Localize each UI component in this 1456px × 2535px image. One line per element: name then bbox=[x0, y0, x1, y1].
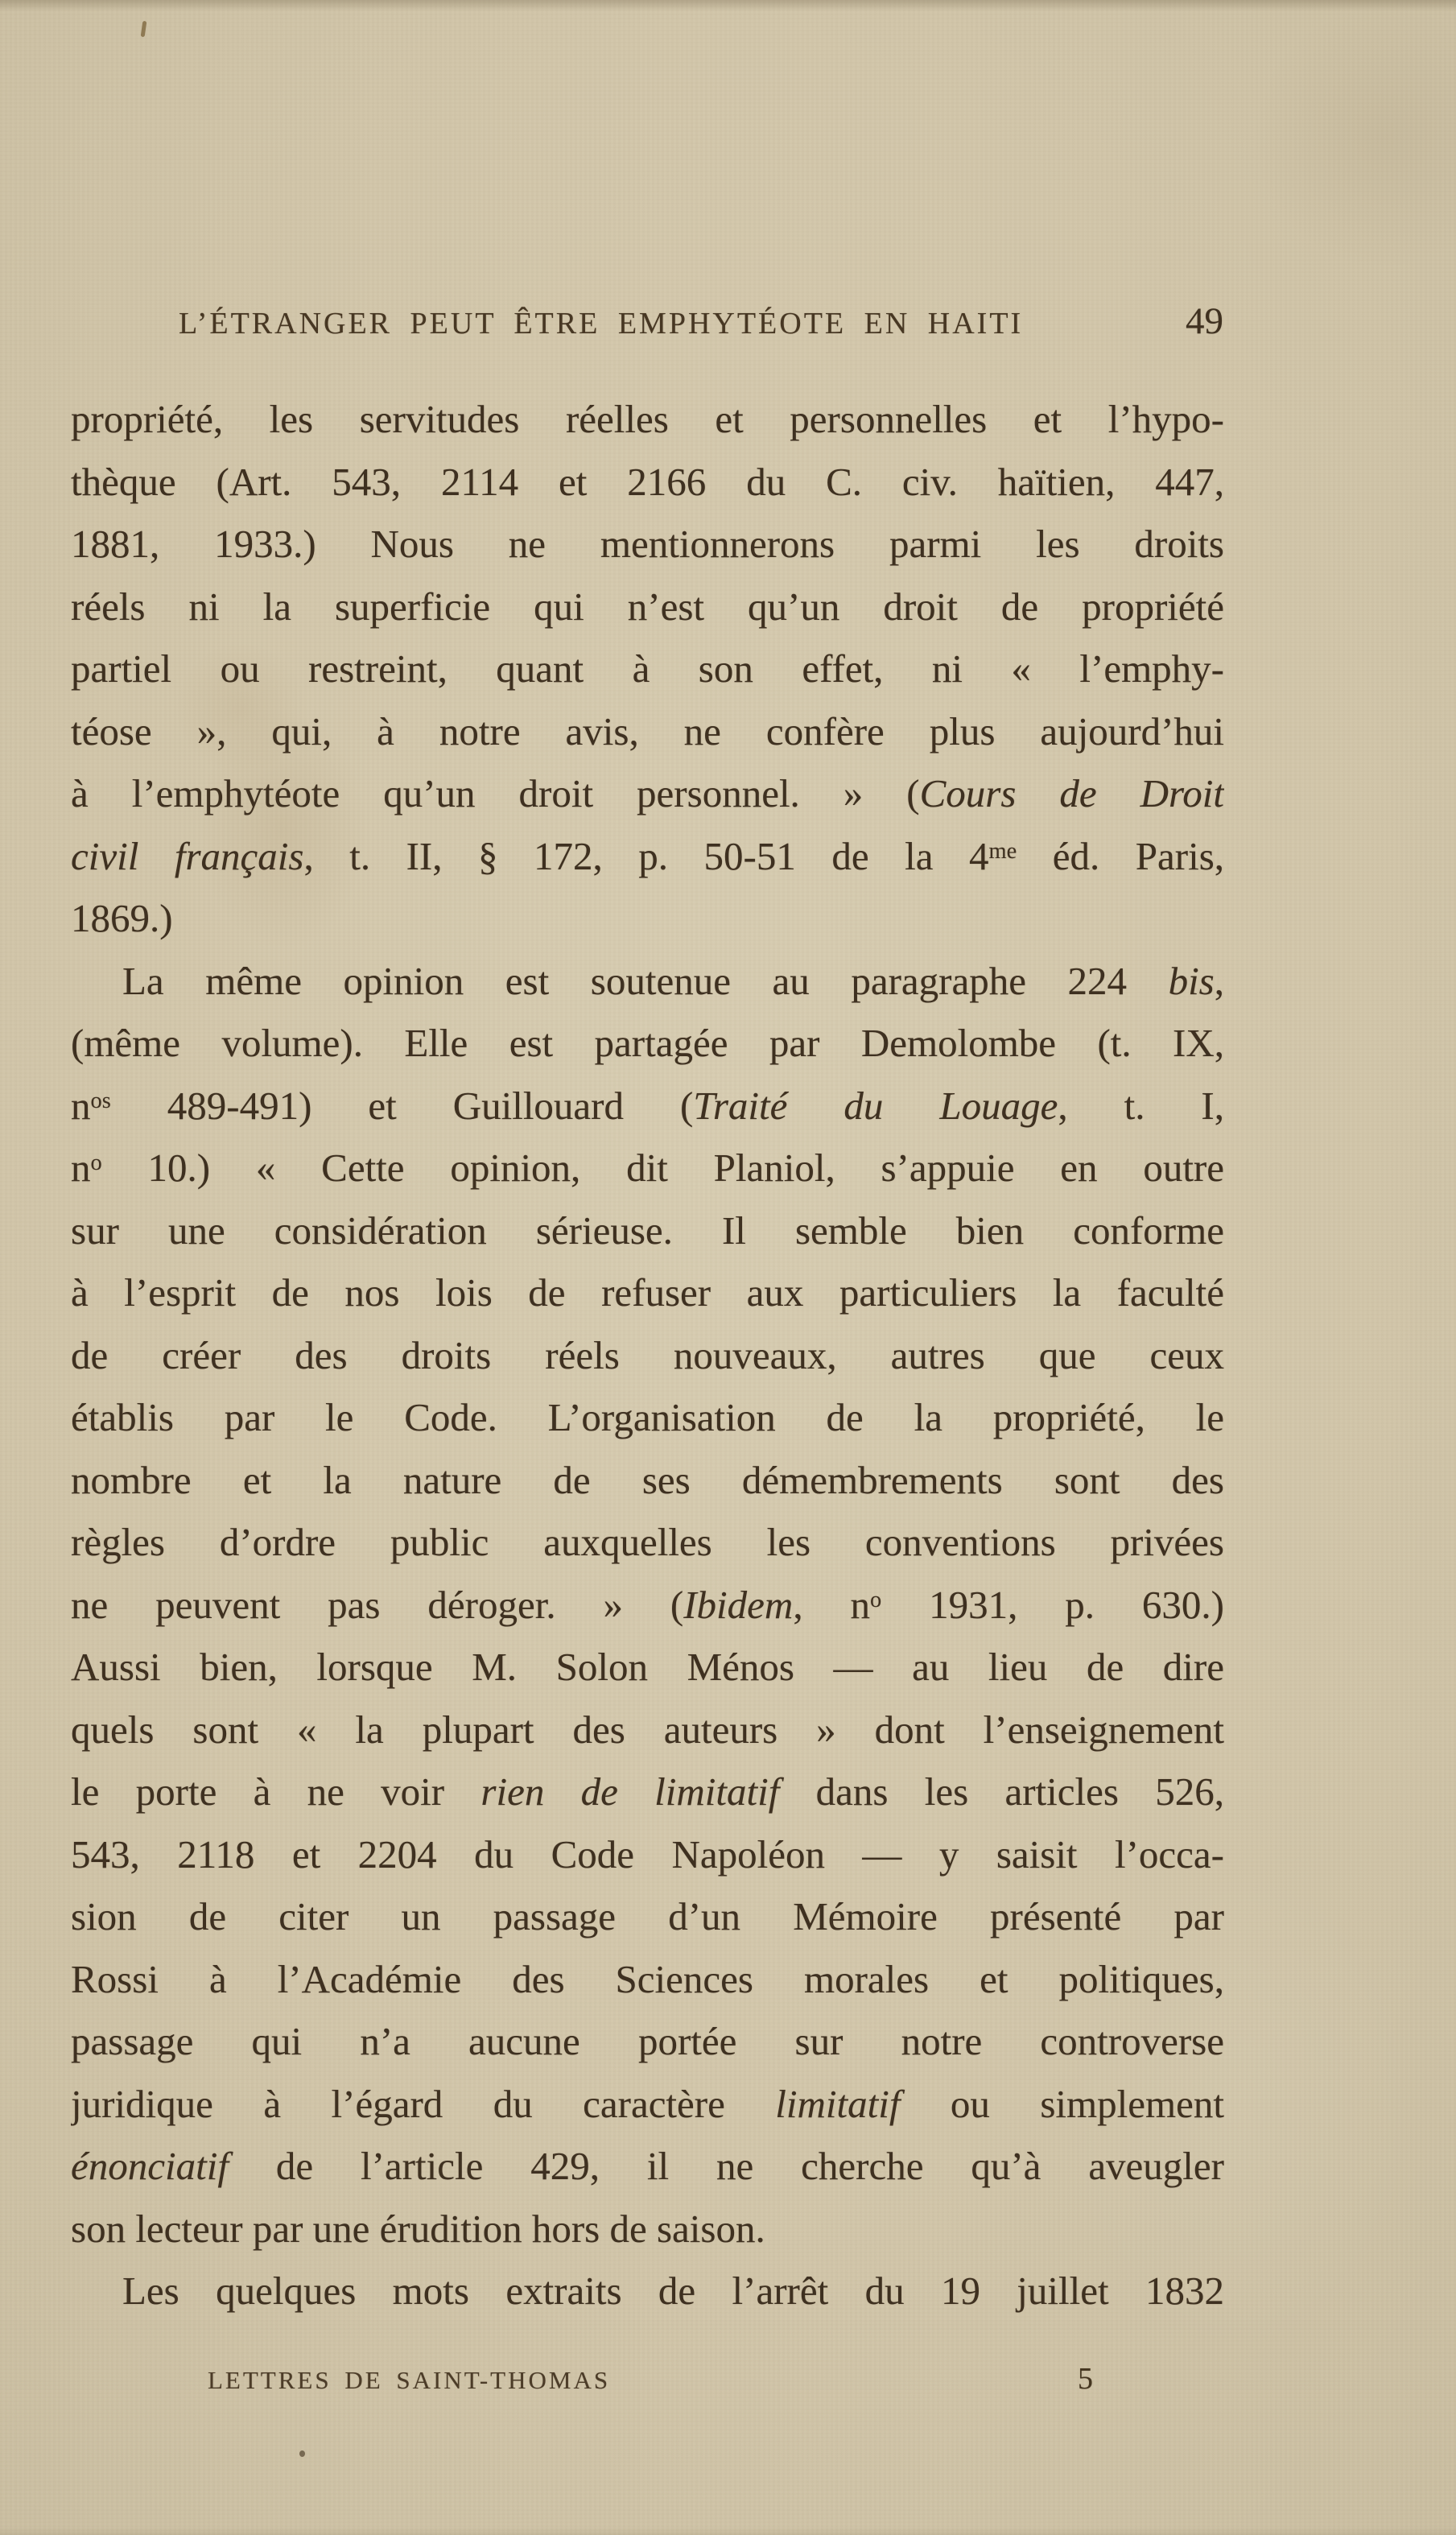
text-line: 1869.) bbox=[71, 896, 173, 940]
text-line: sion de citer un passage d’un Mémoire présenté par bbox=[71, 1894, 1224, 1938]
ink-speck bbox=[141, 21, 147, 38]
text-line: nombre et la nature de ses démembrements sont des bbox=[71, 1457, 1224, 1502]
text-line: ne peuvent pas déroger. » (Ibidem, $n^o$ 1931, p. 630.) bbox=[71, 1582, 1224, 1627]
text-line: sur une considération sérieuse. Il semble bien conforme bbox=[71, 1208, 1224, 1253]
text-line: Aussi bien, lorsque M. Solon Ménos — au lieu de dire bbox=[71, 1645, 1224, 1689]
text-line: juridique à l’égard du caractère limitatif ou simplement bbox=[71, 2081, 1224, 2126]
text-line: passage qui n’a aucune portée sur notre controverse bbox=[71, 2019, 1224, 2063]
text-line: réels ni la superficie qui n’est qu’un droit de propriété bbox=[71, 584, 1224, 629]
text-line: propriété, les servitudes réelles et personnelles et l’hypo- bbox=[71, 397, 1224, 441]
text-line: son lecteur par une érudition hors de saison. bbox=[71, 2206, 765, 2251]
running-header bbox=[179, 299, 1223, 343]
text-line: le porte à ne voir rien de limitatif dans les articles 526, bbox=[71, 1769, 1224, 1814]
text-line: civil français, t. II, § 172, p. 50-51 de la $4^{me}$ éd. Paris, bbox=[71, 833, 1224, 878]
text-line: thèque (Art. 543, 2114 et 2166 du C. civ. haïtien, 447, bbox=[71, 459, 1224, 504]
text-line: règles d’ordre public auxquelles les conventions privées bbox=[71, 1520, 1224, 1564]
ink-speck bbox=[299, 2450, 305, 2457]
text-line: à l’emphytéote qu’un droit personnel. » (Cours de Droit bbox=[71, 771, 1224, 815]
footer-series-title: LETTRES DE SAINT-THOMAS bbox=[208, 2366, 611, 2394]
text-line: de créer des droits réels nouveaux, autres que ceux bbox=[71, 1332, 1224, 1377]
text-line: Les quelques mots extraits de l’arrêt du 19 juillet 1832 bbox=[122, 2269, 1224, 2313]
text-line: à l’esprit de nos lois de refuser aux particuliers la faculté bbox=[71, 1270, 1224, 1315]
text-line: La même opinion est soutenue au paragraphe 224 bis, bbox=[122, 958, 1224, 1003]
text-line: (même volume). Elle est partagée par Demolombe (t. IX, bbox=[71, 1021, 1224, 1065]
text-line: partiel ou restreint, quant à son effet, ni « l’emphy- bbox=[71, 646, 1224, 691]
header-page-number: 49 bbox=[1186, 300, 1223, 342]
text-line: $n^{os}$ 489-491) et Guillouard (Traité du Louage, t. I, bbox=[71, 1083, 1224, 1128]
text-block bbox=[71, 388, 1224, 2322]
text-line: énonciatif de l’article 429, il ne cherche qu’à aveugler bbox=[71, 2144, 1224, 2188]
text-line: $n^o$ 10.) « Cette opinion, dit Planiol, s’appuie en outre bbox=[71, 1146, 1224, 1190]
text-line: établis par le Code. L’organisation de la propriété, le bbox=[71, 1395, 1224, 1439]
page-footer bbox=[208, 2361, 1093, 2397]
text-line: 1881, 1933.) Nous ne mentionnerons parmi les droits bbox=[71, 522, 1224, 566]
footer-sheet-number: 5 bbox=[1078, 2362, 1093, 2396]
header-title: L’ÉTRANGER PEUT ÊTRE EMPHYTÉOTE EN HAITI bbox=[179, 307, 1024, 341]
text-line: Rossi à l’Académie des Sciences morales et politiques, bbox=[71, 1956, 1224, 2001]
text-line: quels sont « la plupart des auteurs » dont l’enseignement bbox=[71, 1707, 1224, 1752]
text-line: 543, 2118 et 2204 du Code Napoléon — y saisit l’occa- bbox=[71, 1831, 1224, 1876]
text-line: téose », qui, à notre avis, ne confère plus aujourd’hui bbox=[71, 708, 1224, 753]
